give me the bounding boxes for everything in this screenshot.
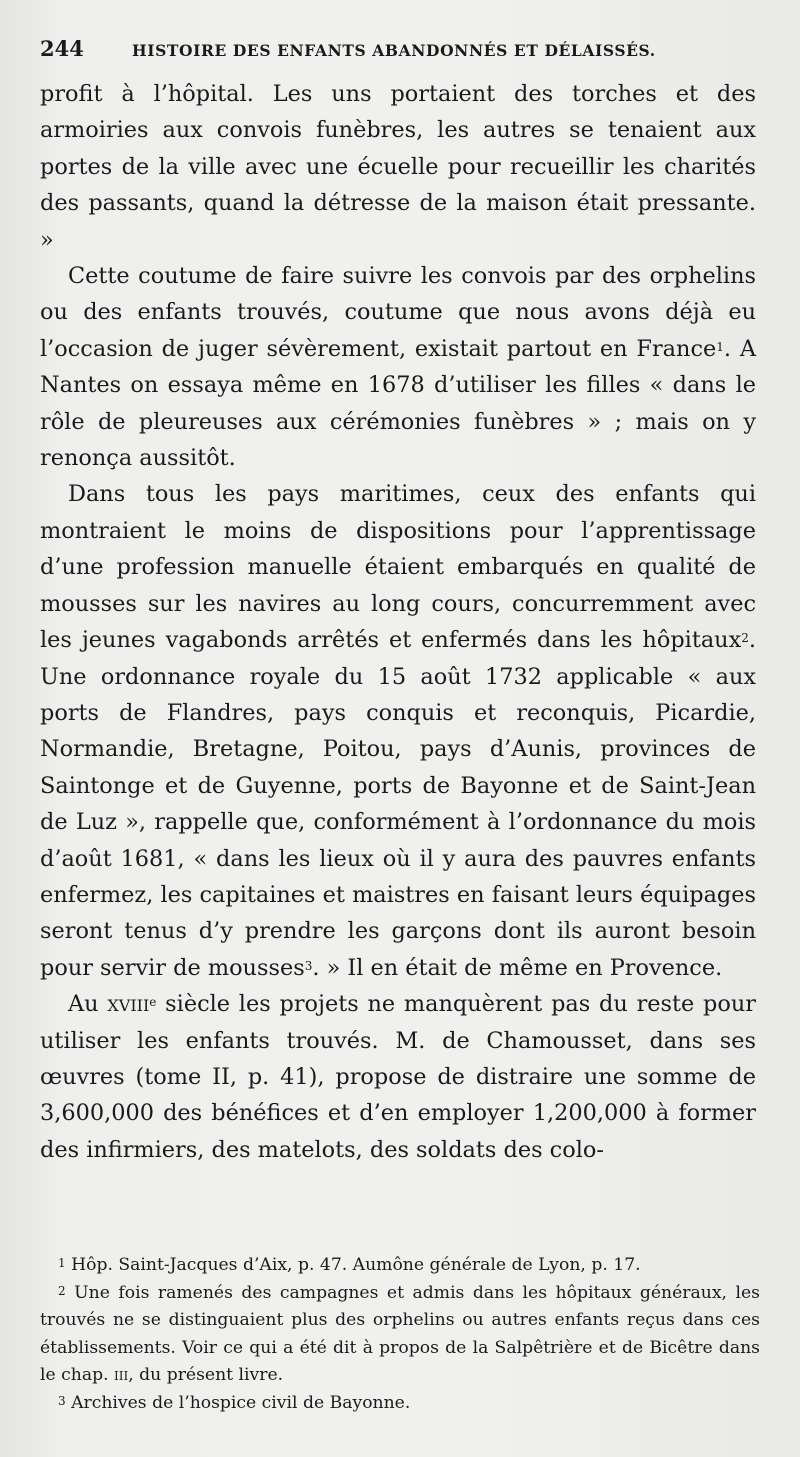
footnote-ref-3: 3 [304, 958, 313, 973]
footnote-2-text-b: , du présent livre. [128, 1365, 284, 1385]
footnote-2-marker: 2 [58, 1283, 66, 1298]
century-suffix: e [149, 995, 157, 1010]
footnotes [40, 1252, 760, 1417]
footnote-ref-1: 1 [716, 339, 724, 354]
paragraph-4-text-a: Au [68, 991, 108, 1018]
paragraph-1-text: profit à l’hôpital. Les uns portaient des torches et des armoiries aux convois funèbres, les autres se tenaient aux portes de la ville avec une écuelle pour recueillir les charités des passants, quand la détresse de la maison était pressante. » [40, 81, 756, 253]
paragraph-4-text-b: siècle les projets ne manquèrent pas du reste pour utiliser les enfants trouvés. M. de Chamousset, dans ses œuvres (tome II, p. 41), propose de distraire une somme de 3,600,000 des bénéfices et d’en employer 1,200,000 à former des infirmiers, des matelots, des soldats des colo- [40, 991, 756, 1163]
footnote-2-text-a: Une fois ramenés des campagnes et admis dans les hôpitaux généraux, les trouvés ne se distinguaient plus des orphelins ou autres enfants reçus dans ces établissements. Voir ce qui a été dit à propos de la Salpêtrière et de Bicêtre dans le chap. [40, 1282, 760, 1385]
footnote-3-marker: 3 [58, 1393, 66, 1408]
main-text [40, 76, 756, 1168]
paragraph-4 [40, 986, 756, 1168]
footnote-3 [40, 1390, 760, 1418]
footnote-2-chapter-numeral: iii [114, 1365, 129, 1385]
page-header [40, 36, 756, 76]
page-number: 244 [40, 36, 84, 61]
footnote-1-marker: 1 [58, 1256, 66, 1270]
footnote-1-text: Hôp. Saint-Jacques d’Aix, p. 47. Aumône générale de Lyon, p. 17. [65, 1255, 641, 1275]
paragraph-2-text-a: Cette coutume de faire suivre les convois par des orphelins ou des enfants trouvés, coutume que nous avons déjà eu l’occasion de juger sévèrement, existait partout en France [40, 263, 756, 362]
paragraph-3-text-b: . Une ordonnance royale du 15 août 1732 applicable « aux ports de Flandres, pays conquis et reconquis, Picardie, Normandie, Bretagne, Poitou, pays d’Aunis, provinces de Saintonge et de Guyenne, ports de Bayonne et de Saint-Jean de Luz », rappelle que, conformément à l’ordonnance du mois d’août 1681, « dans les lieux où il y aura des pauvres enfants enfermez, les capitaines et maistres en faisant leurs équipages seront tenus d’y prendre les garçons dont ils auront besoin pour servir de mousses [40, 627, 756, 981]
footnote-2 [40, 1280, 760, 1390]
footnote-ref-2: 2 [741, 631, 749, 646]
paragraph-1 [40, 76, 756, 258]
paragraph-2 [40, 258, 756, 476]
footnote-3-text: Archives de l’hospice civil de Bayonne. [65, 1392, 411, 1413]
running-title: HISTOIRE DES ENFANTS ABANDONNÉS ET DÉLAISSÉS. [132, 41, 656, 60]
paragraph-3 [40, 476, 756, 986]
footnote-1 [40, 1252, 760, 1280]
paragraph-3-text-c: . » Il en était de même en Provence. [312, 954, 723, 981]
paragraph-3-text-a: Dans tous les pays maritimes, ceux des enfants qui montraient le moins de dispositions pour l’apprentissage d’une profession manuelle étaient embarqués en qualité de mousses sur les navires au long cours, concurremment avec les jeunes vagabonds arrêtés et enfermés dans les hôpitaux [40, 481, 756, 654]
paragraph-2-text-b: . A Nantes on essaya même en 1678 d’utiliser les filles « dans le rôle de pleureuses aux cérémonies funèbres » ; mais on y renonça aussitôt. [40, 335, 756, 472]
century-numeral: xviii [107, 991, 150, 1018]
